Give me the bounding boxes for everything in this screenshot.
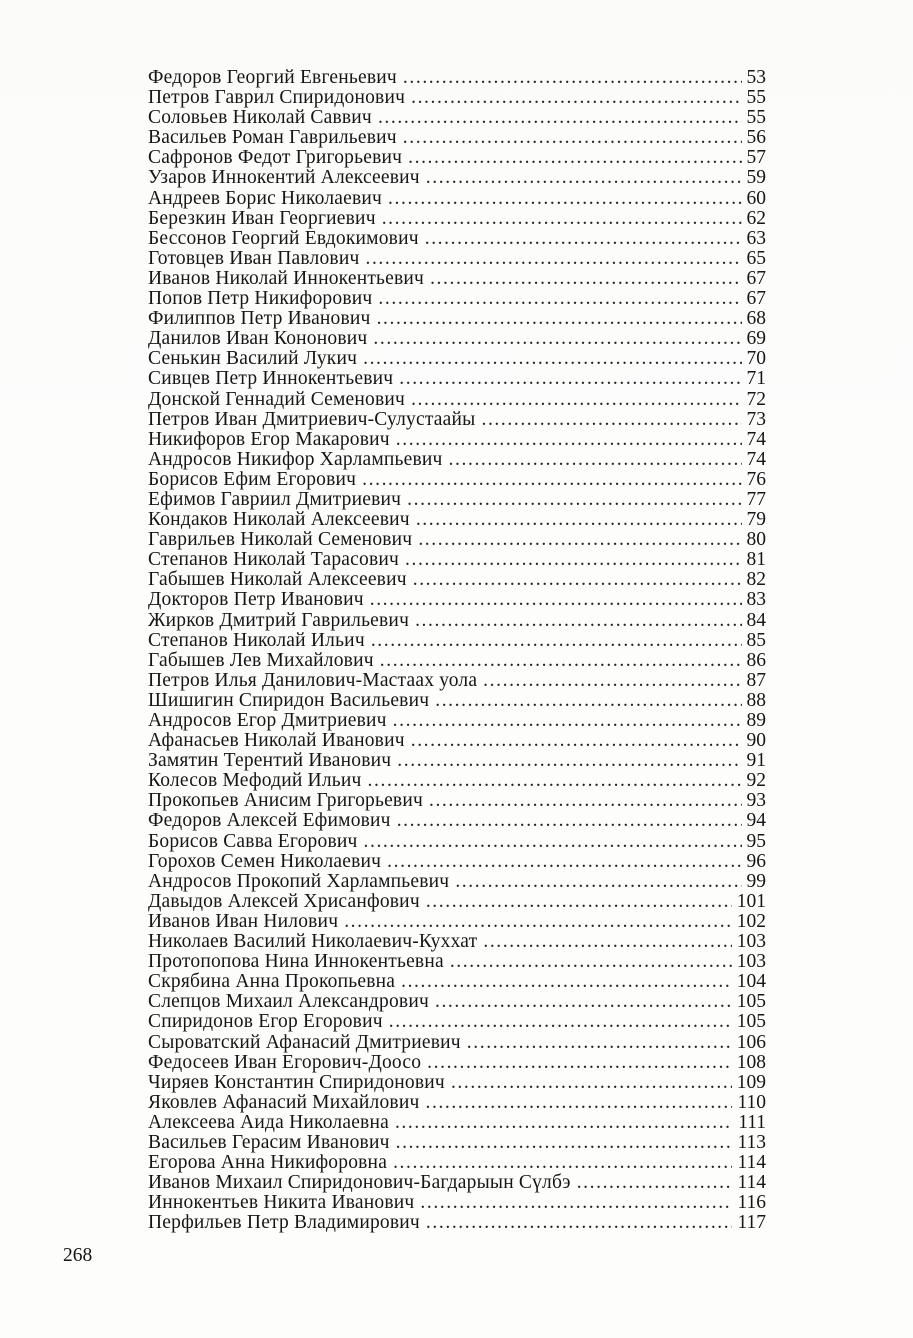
- entry-name: Габышев Лев Михайлович: [148, 649, 374, 671]
- entry-page-number: 85: [746, 629, 766, 651]
- toc-entry: [148, 992, 766, 1012]
- entry-page-number: 77: [746, 488, 766, 510]
- entry-page-number: 68: [746, 308, 766, 330]
- entry-name: Федоров Георгий Евгеньевич: [148, 67, 397, 88]
- toc-entry: [148, 1053, 766, 1073]
- toc-entry: [148, 510, 766, 530]
- entry-page-number: 55: [746, 107, 766, 129]
- toc-entry: [148, 651, 766, 671]
- entry-name: Попов Петр Никифорович: [148, 288, 373, 310]
- dot-leader: [403, 68, 742, 88]
- toc-list: [148, 68, 766, 1233]
- entry-page-number: 80: [746, 529, 766, 551]
- entry-page-number: 76: [746, 468, 766, 490]
- dot-leader: [483, 671, 741, 691]
- toc-entry: [148, 88, 766, 108]
- toc-entry: [148, 349, 766, 369]
- dot-leader: [429, 791, 742, 811]
- entry-page-number: 87: [746, 669, 766, 691]
- entry-page-number: 99: [746, 870, 766, 892]
- dot-leader: [362, 470, 741, 490]
- entry-name: Протопопова Нина Иннокентьевна: [148, 951, 444, 973]
- dot-leader: [405, 550, 741, 570]
- dot-leader: [407, 490, 741, 510]
- dot-leader: [388, 189, 741, 209]
- entry-page-number: 114: [737, 1172, 766, 1194]
- toc-entry: [148, 1153, 766, 1173]
- dot-leader: [396, 1133, 733, 1153]
- dot-leader: [435, 691, 741, 711]
- entry-name: Спиридонов Егор Егорович: [148, 1011, 383, 1033]
- entry-name: Докторов Петр Иванович: [148, 589, 364, 611]
- dot-leader: [393, 1153, 732, 1173]
- entry-page-number: 81: [746, 549, 766, 571]
- toc-entry: [148, 530, 766, 550]
- entry-page-number: 62: [746, 207, 766, 229]
- dot-leader: [378, 108, 742, 128]
- entry-name: Петров Гаврил Спиридонович: [148, 87, 406, 109]
- toc-entry: [148, 269, 766, 289]
- entry-page-number: 72: [746, 388, 766, 410]
- entry-page-number: 73: [746, 408, 766, 430]
- toc-entry: [148, 450, 766, 470]
- toc-entry: [148, 249, 766, 269]
- entry-page-number: 103: [736, 951, 766, 973]
- dot-leader: [420, 1193, 732, 1213]
- toc-entry: [148, 811, 766, 831]
- toc-entry: [148, 289, 766, 309]
- dot-leader: [389, 1012, 732, 1032]
- dot-leader: [396, 430, 742, 450]
- toc-entry: [148, 1093, 766, 1113]
- entry-name: Горохов Семен Николаевич: [148, 850, 382, 872]
- entry-name: Сафронов Федот Григорьевич: [148, 147, 403, 169]
- dot-leader: [395, 1113, 733, 1133]
- dot-leader: [415, 611, 741, 631]
- toc-entry: [148, 671, 766, 691]
- entry-name: Федоров Алексей Ефимович: [148, 810, 391, 832]
- entry-page-number: 74: [746, 428, 766, 450]
- dot-leader: [577, 1173, 733, 1193]
- dot-leader: [408, 148, 741, 168]
- toc-entry: [148, 932, 766, 952]
- entry-page-number: 111: [738, 1111, 766, 1133]
- toc-entry: [148, 68, 766, 88]
- toc-entry: [148, 892, 766, 912]
- entry-page-number: 91: [746, 750, 766, 772]
- dot-leader: [426, 892, 732, 912]
- toc-entry: [148, 570, 766, 590]
- entry-page-number: 59: [746, 167, 766, 189]
- entry-name: Колесов Мефодий Ильич: [148, 770, 362, 792]
- entry-page-number: 105: [736, 1011, 766, 1033]
- dot-leader: [435, 992, 732, 1012]
- entry-name: Васильев Герасим Иванович: [148, 1131, 390, 1153]
- entry-page-number: 93: [746, 790, 766, 812]
- entry-page-number: 105: [736, 991, 766, 1013]
- dot-leader: [397, 751, 741, 771]
- entry-name: Андросов Никифор Харлампьевич: [148, 448, 443, 470]
- entry-page-number: 71: [746, 368, 766, 390]
- dot-leader: [451, 1073, 732, 1093]
- toc-entry: [148, 1213, 766, 1233]
- dot-leader: [364, 832, 742, 852]
- entry-page-number: 90: [746, 730, 766, 752]
- toc-entry: [148, 771, 766, 791]
- toc-entry: [148, 1012, 766, 1032]
- entry-name: Гаврильев Николай Семенович: [148, 529, 413, 551]
- entry-page-number: 95: [746, 830, 766, 852]
- toc-entry: [148, 309, 766, 329]
- entry-name: Готовцев Иван Павлович: [148, 247, 360, 269]
- dot-leader: [416, 510, 742, 530]
- toc-entry: [148, 410, 766, 430]
- entry-name: Кондаков Николай Алексеевич: [148, 509, 410, 531]
- entry-name: Петров Илья Данилович-Мастаах уола: [148, 669, 478, 691]
- toc-entry: [148, 631, 766, 651]
- dot-leader: [380, 651, 742, 671]
- toc-entry: [148, 490, 766, 510]
- entry-page-number: 96: [746, 850, 766, 872]
- entry-name: Егорова Анна Никифоровна: [148, 1152, 388, 1174]
- entry-name: Иванов Иван Нилович: [148, 910, 339, 932]
- toc-entry: [148, 189, 766, 209]
- entry-page-number: 92: [746, 770, 766, 792]
- dot-leader: [377, 309, 742, 329]
- entry-page-number: 108: [736, 1051, 766, 1073]
- entry-name: Узаров Иннокентий Алексеевич: [148, 167, 420, 189]
- entry-page-number: 89: [746, 710, 766, 731]
- entry-page-number: 113: [737, 1131, 766, 1153]
- dot-leader: [387, 852, 741, 872]
- dot-leader: [411, 731, 742, 751]
- entry-name: Иннокентьев Никита Иванович: [148, 1192, 415, 1214]
- entry-name: Давыдов Алексей Хрисанфович: [148, 890, 420, 912]
- entry-name: Слепцов Михаил Александрович: [148, 991, 429, 1013]
- entry-name: Сыроватский Афанасий Дмитриевич: [148, 1031, 461, 1053]
- toc-entry: [148, 731, 766, 751]
- toc-entry: [148, 832, 766, 852]
- dot-leader: [393, 711, 742, 731]
- entry-name: Афанасьев Николай Иванович: [148, 730, 405, 752]
- dot-leader: [413, 570, 742, 590]
- toc-entry: [148, 1133, 766, 1153]
- dot-leader: [401, 972, 732, 992]
- entry-page-number: 53: [746, 67, 766, 88]
- dot-leader: [427, 1053, 732, 1073]
- entry-name: Березкин Иван Георгиевич: [148, 207, 376, 229]
- entry-name: Сенькин Василий Лукич: [148, 348, 358, 370]
- entry-name: Прокопьев Анисим Григорьевич: [148, 790, 423, 812]
- toc-entry: [148, 1193, 766, 1213]
- toc-entry: [148, 550, 766, 570]
- entry-page-number: 83: [746, 589, 766, 611]
- entry-page-number: 116: [737, 1192, 766, 1214]
- toc-entry: [148, 972, 766, 992]
- entry-name: Степанов Николай Тарасович: [148, 549, 400, 571]
- dot-leader: [483, 932, 731, 952]
- entry-name: Шишигин Спиридон Васильевич: [148, 689, 430, 711]
- toc-entry: [148, 1173, 766, 1193]
- dot-leader: [363, 349, 741, 369]
- entry-name: Соловьев Николай Саввич: [148, 107, 372, 129]
- entry-name: Борисов Савва Егорович: [148, 830, 358, 852]
- toc-entry: [148, 229, 766, 249]
- toc-entry: [148, 791, 766, 811]
- entry-name: Жирков Дмитрий Гаврильевич: [148, 609, 410, 631]
- dot-leader: [481, 410, 741, 430]
- dot-leader: [418, 530, 741, 550]
- entry-page-number: 109: [736, 1071, 766, 1093]
- entry-name: Скрябина Анна Прокопьевна: [148, 971, 396, 993]
- entry-name: Замятин Терентий Иванович: [148, 750, 392, 772]
- dot-leader: [397, 811, 742, 831]
- entry-name: Сивцев Петр Иннокентьевич: [148, 368, 394, 390]
- dot-leader: [426, 1213, 733, 1233]
- dot-leader: [411, 88, 741, 108]
- toc-entry: [148, 430, 766, 450]
- dot-leader: [399, 369, 741, 389]
- toc-entry: [148, 1073, 766, 1093]
- entry-page-number: 57: [746, 147, 766, 169]
- entry-page-number: 63: [746, 227, 766, 249]
- toc-entry: [148, 852, 766, 872]
- dot-leader: [344, 912, 732, 932]
- entry-name: Ефимов Гавриил Дмитриевич: [148, 488, 402, 510]
- entry-name: Иванов Николай Иннокентьевич: [148, 267, 425, 289]
- entry-page-number: 56: [746, 127, 766, 149]
- entry-name: Андреев Борис Николаевич: [148, 187, 383, 209]
- toc-entry: [148, 611, 766, 631]
- toc-entry: [148, 691, 766, 711]
- entry-page-number: 88: [746, 689, 766, 711]
- toc-entry: [148, 168, 766, 188]
- entry-name: Перфильев Петр Владимирович: [148, 1212, 420, 1234]
- entry-page-number: 117: [737, 1212, 766, 1234]
- dot-leader: [378, 289, 741, 309]
- dot-leader: [373, 329, 741, 349]
- entry-name: Степанов Николай Ильич: [148, 629, 365, 651]
- entry-page-number: 86: [746, 649, 766, 671]
- dot-leader: [382, 209, 742, 229]
- entry-page-number: 82: [746, 569, 766, 591]
- toc-entry: [148, 329, 766, 349]
- entry-name: Филиппов Петр Иванович: [148, 308, 371, 330]
- entry-page-number: 104: [736, 971, 766, 993]
- page-number: 268: [63, 1245, 93, 1266]
- toc-entry: [148, 590, 766, 610]
- entry-page-number: 60: [746, 187, 766, 209]
- dot-leader: [411, 390, 741, 410]
- entry-page-number: 74: [746, 448, 766, 470]
- entry-page-number: 101: [736, 890, 766, 912]
- toc-entry: [148, 952, 766, 972]
- dot-leader: [368, 771, 742, 791]
- dot-leader: [455, 872, 741, 892]
- toc-entry: [148, 128, 766, 148]
- entry-name: Андросов Прокопий Харлампьевич: [148, 870, 450, 892]
- entry-name: Данилов Иван Кононович: [148, 328, 368, 350]
- entry-page-number: 79: [746, 509, 766, 531]
- toc-entry: [148, 1033, 766, 1053]
- toc-entry: [148, 369, 766, 389]
- entry-page-number: 114: [737, 1152, 766, 1174]
- entry-page-number: 67: [746, 288, 766, 310]
- entry-name: Николаев Василий Николаевич-Куххат: [148, 931, 478, 953]
- dot-leader: [365, 249, 741, 269]
- toc-entry: [148, 108, 766, 128]
- dot-leader: [371, 631, 742, 651]
- entry-page-number: 103: [736, 931, 766, 953]
- entry-name: Васильев Роман Гаврильевич: [148, 127, 397, 149]
- entry-page-number: 106: [736, 1031, 766, 1053]
- dot-leader: [426, 168, 742, 188]
- toc-entry: [148, 751, 766, 771]
- entry-name: Иванов Михаил Спиридонович-Багдарыын Сүлбэ: [148, 1172, 571, 1194]
- dot-leader: [425, 1093, 732, 1113]
- dot-leader: [403, 128, 742, 148]
- dot-leader: [425, 229, 742, 249]
- entry-name: Донской Геннадий Семенович: [148, 388, 406, 410]
- toc-entry: [148, 872, 766, 892]
- toc-entry: [148, 390, 766, 410]
- entry-name: Петров Иван Дмитриевич-Сулустаайы: [148, 408, 476, 430]
- toc-entry: [148, 912, 766, 932]
- entry-name: Чиряев Константин Спиридонович: [148, 1071, 445, 1093]
- entry-page-number: 65: [746, 247, 766, 269]
- entry-page-number: 110: [737, 1091, 766, 1113]
- entry-name: Андросов Егор Дмитриевич: [148, 710, 387, 731]
- dot-leader: [449, 450, 742, 470]
- toc-entry: [148, 711, 766, 731]
- toc-entry: [148, 209, 766, 229]
- toc-entry: [148, 1113, 766, 1133]
- dot-leader: [467, 1033, 732, 1053]
- toc-entry: [148, 148, 766, 168]
- entry-name: Никифоров Егор Макарович: [148, 428, 390, 450]
- entry-page-number: 70: [746, 348, 766, 370]
- entry-page-number: 55: [746, 87, 766, 109]
- toc-entry: [148, 470, 766, 490]
- entry-page-number: 69: [746, 328, 766, 350]
- entry-name: Федосеев Иван Егорович-Доосо: [148, 1051, 422, 1073]
- entry-page-number: 102: [736, 910, 766, 932]
- entry-name: Бессонов Георгий Евдокимович: [148, 227, 419, 249]
- entry-page-number: 67: [746, 267, 766, 289]
- entry-name: Яковлев Афанасий Михайлович: [148, 1091, 420, 1113]
- dot-leader: [450, 952, 732, 972]
- dot-leader: [430, 269, 741, 289]
- dot-leader: [370, 590, 742, 610]
- entry-name: Борисов Ефим Егорович: [148, 468, 357, 490]
- entry-page-number: 84: [746, 609, 766, 631]
- entry-page-number: 94: [746, 810, 766, 832]
- entry-name: Алексеева Аида Николаевна: [148, 1111, 389, 1133]
- entry-name: Габышев Николай Алексеевич: [148, 569, 407, 591]
